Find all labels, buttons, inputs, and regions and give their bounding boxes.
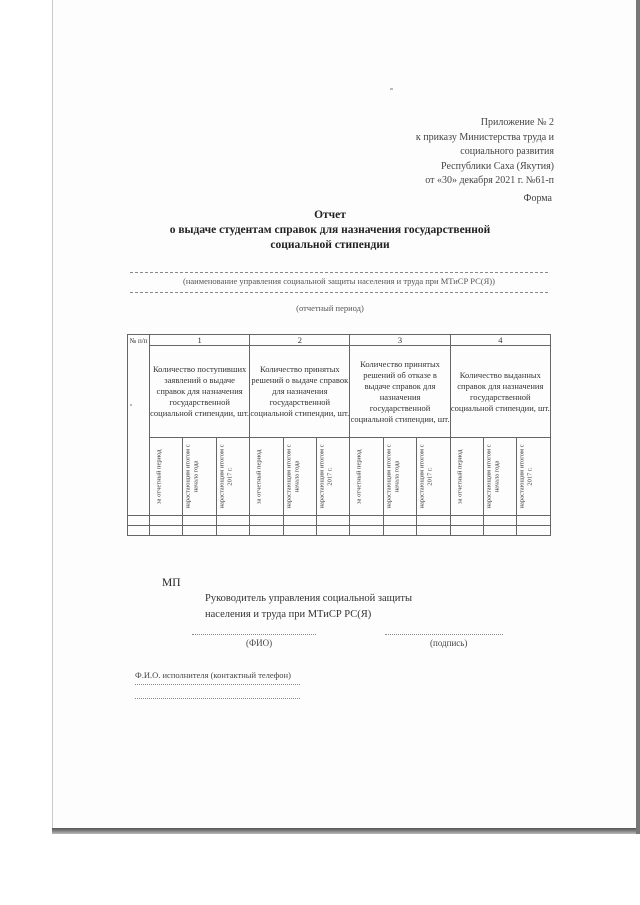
table-cell [484, 526, 517, 536]
table-cell [484, 516, 517, 526]
executor-blank-line [135, 684, 300, 685]
subheader-cell [250, 438, 283, 516]
group-header-refusals: Количество принятых решений об отказе в выдаче справок для назначения государственной социальной стипендии, шт. [350, 346, 450, 438]
executor-contact: Ф.И.О. исполнителя (контактный телефон) [135, 670, 291, 680]
table-cell [216, 526, 249, 536]
table-cell [150, 516, 183, 526]
stamp-placeholder: МП [162, 577, 181, 589]
subheader-label: нарастающим итогом с 2017 г. [418, 444, 434, 509]
report-table [127, 334, 551, 536]
organization-blank-line [130, 272, 548, 273]
subheader-label: за отчетный период [355, 449, 363, 504]
appendix-header [304, 116, 554, 189]
title-line: о выдаче студентам справок для назначения государственной [169, 224, 491, 236]
organization-caption: (наименование управления социальной защиты населения и труда при МТиСР РС(Я)) [183, 276, 495, 286]
table-cell [216, 516, 249, 526]
subheader-label: нарастающим итогом с 2017 г. [218, 444, 233, 509]
subheader-cell [383, 438, 416, 516]
table-cell [250, 516, 283, 526]
executor-blank-line [135, 698, 300, 699]
table-cell [183, 526, 216, 536]
subheader-cell [317, 438, 350, 516]
table-cell [283, 526, 316, 536]
subheader-cell [283, 438, 316, 516]
group-number-4: 4 [450, 335, 550, 346]
subheader-label: за отчетный период [455, 449, 463, 504]
header-line: к приказу Министерства труда и [415, 131, 554, 143]
table-cell [317, 526, 350, 536]
form-label: Форма [523, 193, 552, 204]
document-title [120, 208, 540, 253]
header-line: социального развития [460, 146, 554, 157]
subheader-label: нарастающим итогом с начала года [485, 444, 501, 509]
subheader-label: за отчетный период [155, 449, 163, 504]
table-cell [350, 516, 383, 526]
subheader-cell [517, 438, 551, 516]
subheader-label: за отчетный период [255, 449, 263, 504]
fio-caption: (ФИО) [246, 638, 273, 648]
period-caption: (отчетный период) [296, 303, 364, 313]
signature-blank-line [385, 634, 503, 635]
subheader-cell [417, 438, 450, 516]
subheader-cell [183, 438, 216, 516]
group-header-approvals: Количество принятых решений о выдаче справок для назначения государственной социальной стипендии, шт. [250, 346, 350, 438]
table-cell [450, 526, 483, 536]
table-cell [150, 526, 183, 536]
table-cell [417, 516, 450, 526]
scan-speck [390, 88, 393, 90]
table-cell [317, 516, 350, 526]
group-number-3: 3 [350, 335, 450, 346]
header-line: от «30» декабря 2021 г. №61-п [425, 175, 554, 186]
table-cell [383, 516, 416, 526]
subheader-cell [150, 438, 183, 516]
table-cell [128, 516, 150, 526]
table-row [128, 346, 551, 438]
subheader-label: нарастающим итогом с 2017 г. [318, 444, 334, 509]
signatory-line: Руководитель управления социальной защиты [205, 593, 412, 604]
table-cell [350, 526, 383, 536]
page-shadow-right [636, 0, 640, 834]
group-number-2: 2 [250, 335, 350, 346]
table-cell [283, 516, 316, 526]
header-line: Республики Саха (Якутия) [441, 160, 554, 172]
table-cell [517, 526, 551, 536]
table-cell [450, 516, 483, 526]
signatory-title [205, 591, 465, 623]
period-blank-line [130, 292, 548, 293]
table-cell [250, 526, 283, 536]
subheader-cell [484, 438, 517, 516]
subheader-label: нарастающим итогом с начала года [285, 444, 300, 509]
table-row [128, 438, 551, 516]
table-row [128, 516, 551, 526]
fio-blank-line [192, 634, 316, 635]
table-cell [417, 526, 450, 536]
group-number-1: 1 [150, 335, 250, 346]
table-cell [517, 516, 551, 526]
subheader-label: нарастающим итогом с начала года [184, 444, 200, 509]
table-cell [128, 526, 150, 536]
group-header-issued: Количество выданных справок для назначения государственной социальной стипендии, шт. [450, 346, 550, 438]
subheader-cell [450, 438, 483, 516]
signatory-line: населения и труда при МТиСР РС(Я) [205, 609, 372, 620]
subheader-cell [216, 438, 249, 516]
subheader-label: нарастающим итогом с 2017 г. [518, 444, 534, 509]
header-line: Приложение № 2 [480, 117, 554, 128]
subheader-cell [350, 438, 383, 516]
title-line: Отчет [314, 209, 346, 221]
page-shadow-bottom [52, 828, 640, 834]
title-line: социальной стипендии [270, 239, 390, 251]
group-header-applications: Количество поступивших заявлений о выдаче справок для назначения государственной социальной стипендии, шт. [150, 346, 250, 438]
table-cell [383, 526, 416, 536]
signature-caption: (подпись) [430, 638, 468, 648]
table-cell [183, 516, 216, 526]
number-column-header: № п/п [128, 335, 150, 516]
table-row [128, 526, 551, 536]
subheader-label: нарастающим итогом с начала года [385, 444, 400, 509]
table-row [128, 335, 551, 346]
